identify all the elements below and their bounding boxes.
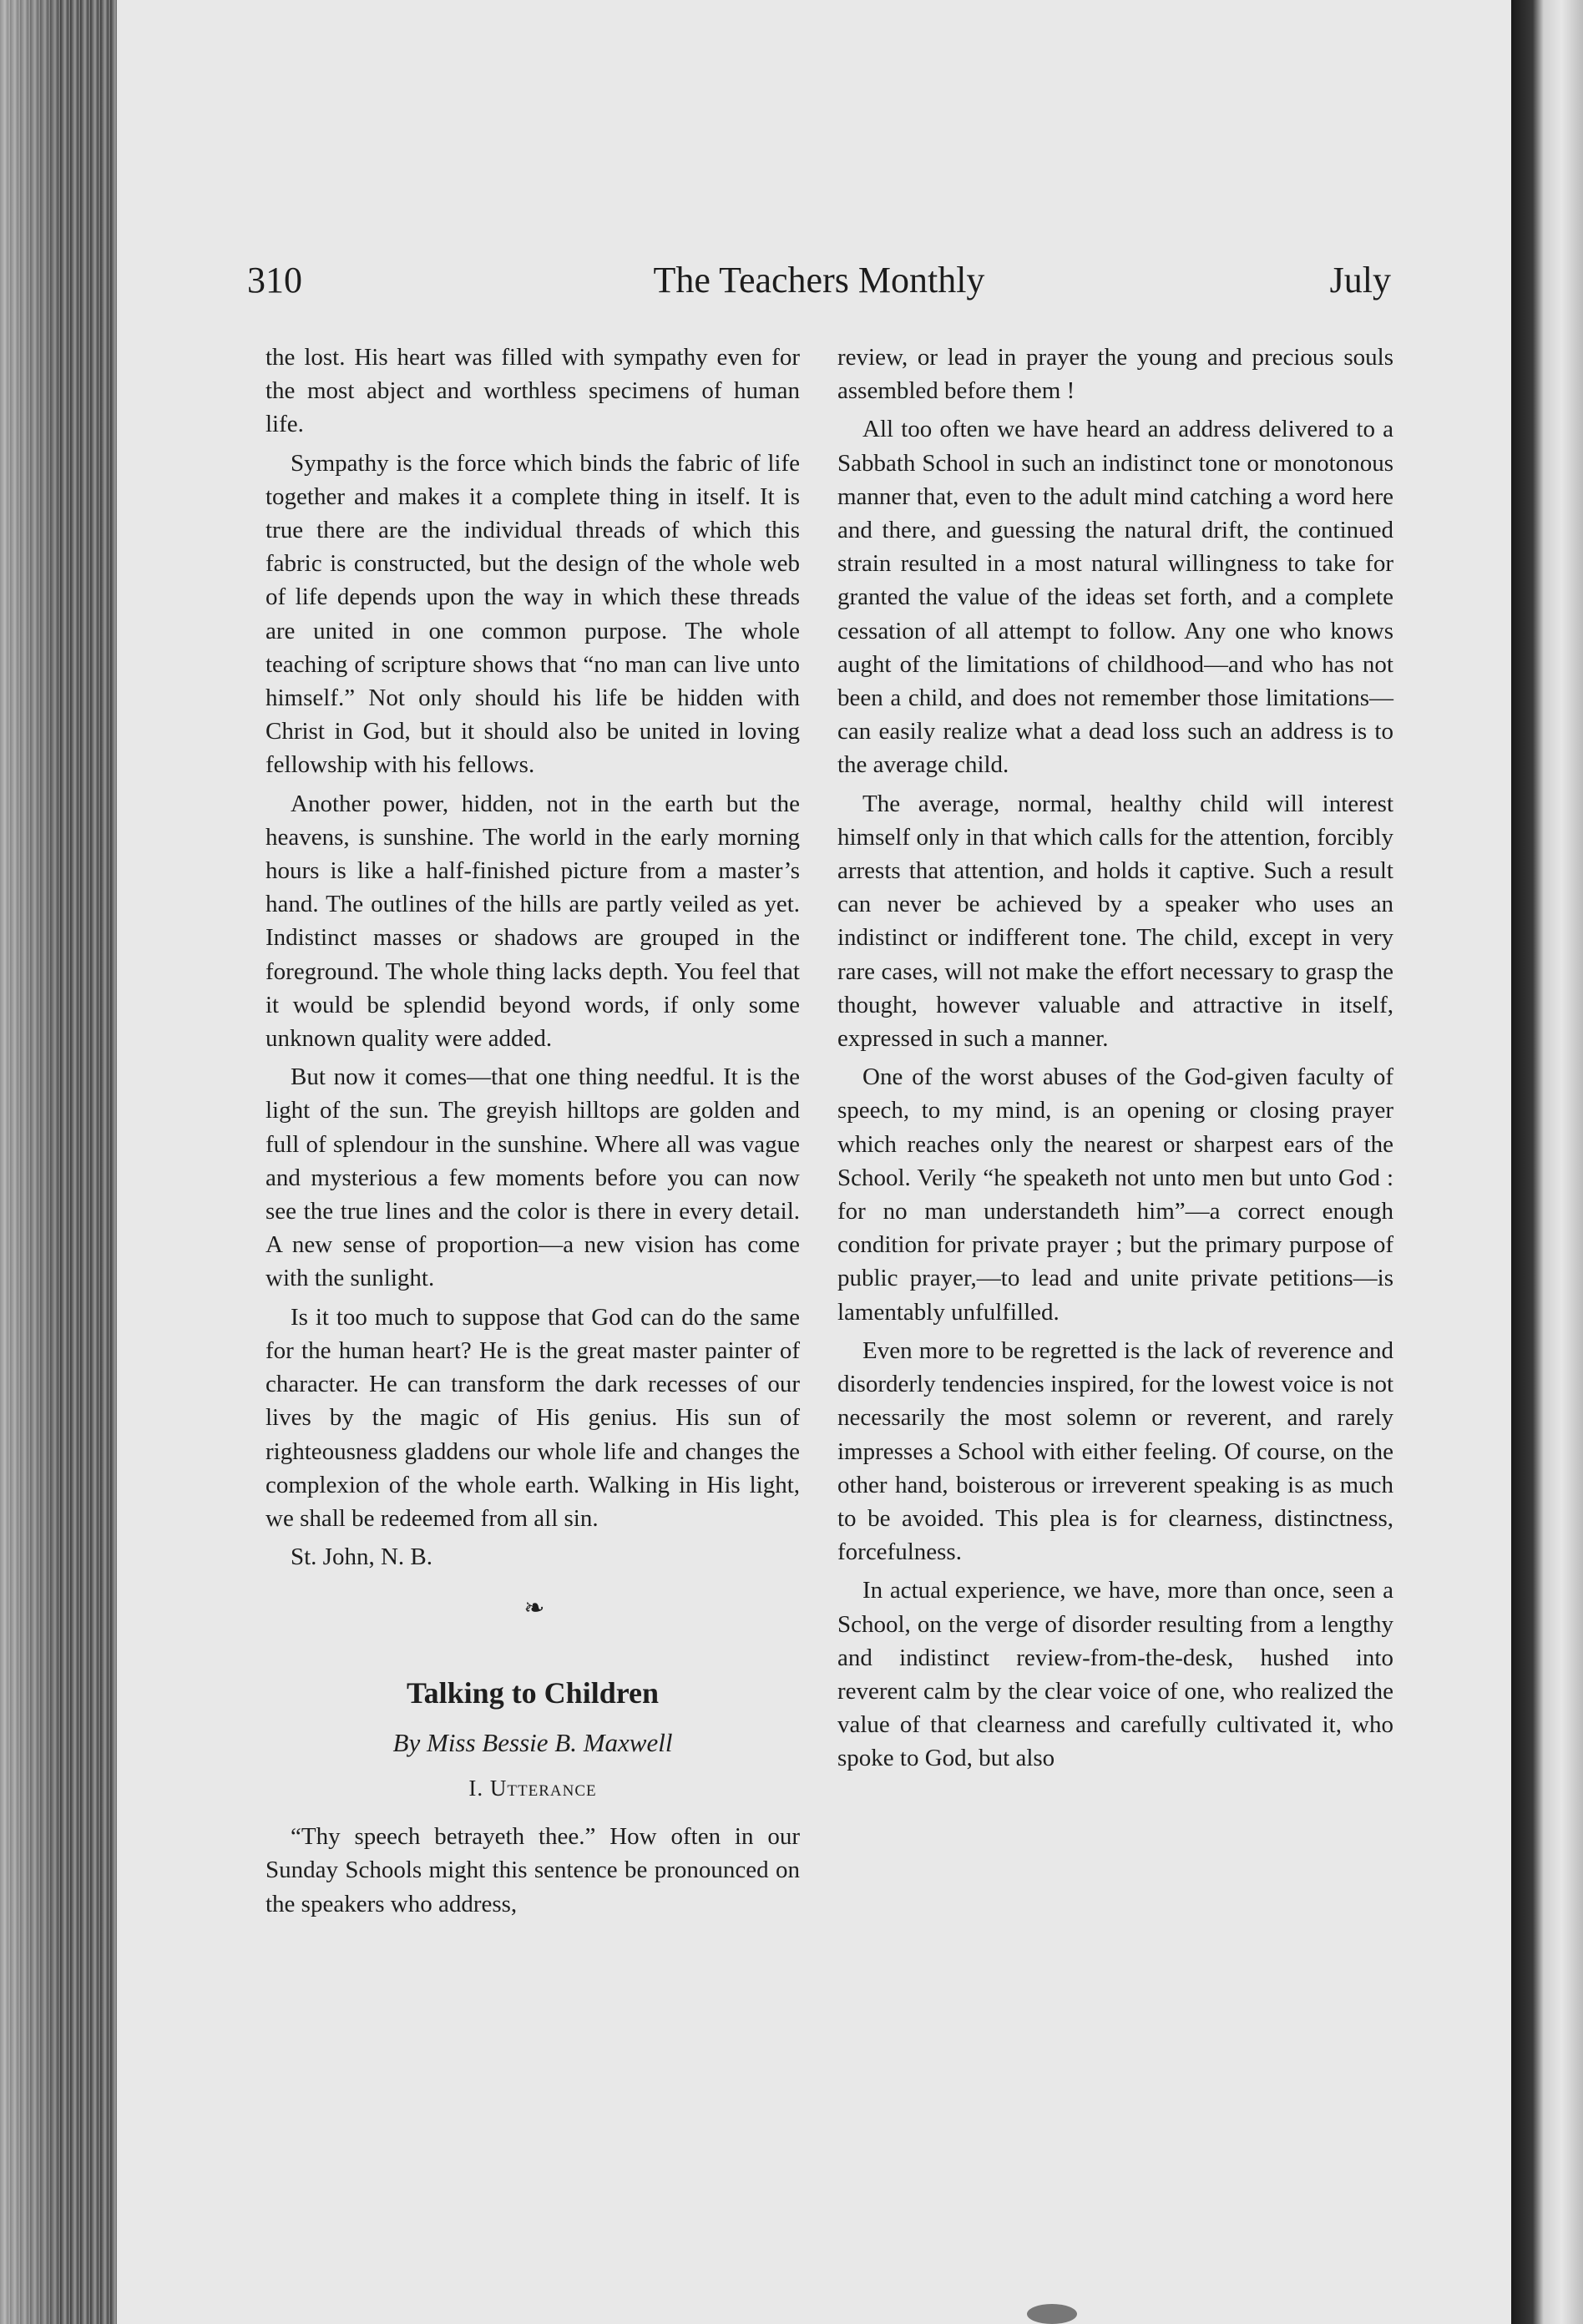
running-title: The Teachers Monthly: [653, 260, 985, 301]
paragraph: In actual experience, we have, more than once, seen a School, on the verge of disorder resulting from a lengthy and indistinct review-from-the-desk, hushed into reverent calm by the clear voice of one, who realized the value of that clearness and carefully cultivated it, who spoke to God, but also: [837, 1577, 1393, 1772]
left-column: [266, 341, 800, 1926]
issue-month: July: [1329, 260, 1391, 301]
paragraph: Another power, hidden, not in the earth but the heavens, is sunshine. The world in the early morning hours is like a half-finished picture from a master’s hand. The outlines of the hills are partly veiled as yet. Indistinct masses or shadows are grouped in the foreground. The whole thing lacks depth. You feel that it would be splendid beyond words, if only some unknown quality were added.: [266, 790, 800, 1053]
facing-page-edge: [1511, 0, 1583, 2324]
article-title: Talking to Children: [406, 1675, 660, 1710]
paragraph: “Thy speech betrayeth thee.” How often in our Sunday Schools might this sentence be pronounced on the speakers who address,: [266, 1823, 800, 1917]
book-spine-highlight: [0, 0, 58, 2324]
paragraph: review, or lead in prayer the young and precious souls assembled before them !: [837, 344, 1393, 405]
paragraph: Is it too much to suppose that God can do the same for the human heart? He is the great master painter of character. He can transform the dark recesses of our lives by the magic of His genius. His sun of righteousness gladdens our whole life and changes the complexion of the whole earth. Walking in His light, we shall be redeemed from all sin.: [266, 1303, 800, 1532]
page-header: [247, 259, 1391, 317]
ornament-icon: ❧: [523, 1594, 542, 1623]
paragraph: Even more to be regretted is the lack of reverence and disorderly tendencies inspired, for the lowest voice is not necessarily the most solemn or reverent, and rarely impresses a School with either feeling. Of course, on the other hand, boisterous or irreverent speaking is as much to be avoided. This plea is for clearness, distinctness, forcefulness.: [837, 1336, 1393, 1566]
section-numeral: I.: [468, 1775, 484, 1801]
paragraph: One of the worst abuses of the God-given faculty of speech, to my mind, is an opening or closing prayer which reaches only the nearest or sharpest ears of the School. Verily “he speaketh not unto men but unto God : for no man understandeth him”—a correct enough condition for private prayer ; but the primary purpose of public prayer,—to lead and unite private petitions—is lamentably unfulfilled.: [837, 1063, 1393, 1326]
paragraph: The average, normal, healthy child will interest himself only in that which calls for the attention, forcibly arrests that attention, and holds it captive. Such a result can never be achieved by a speaker who uses an indistinct or indifferent tone. The child, except in very rare cases, will not make the effort necessary to grasp the thought, however valuable and attractive in itself, expressed in such a manner.: [837, 790, 1393, 1053]
paragraph: All too often we have heard an address delivered to a Sabbath School in such an indistinct tone or monotonous manner that, even to the adult mind catching a word here and there, and guessing the natural drift, the continued strain resulted in a most natural willingness to take for granted the value of the ideas set forth, and a complete cessation of all attempt to follow. Any one who knows aught of the limitations of childhood—and who has not been a child, and does not remember those limitations—can easily realize what a dead loss such an address is to the average child.: [837, 416, 1393, 779]
paragraph: Sympathy is the force which binds the fabric of life together and makes it a complete thing in itself. It is true there are the individual threads of which this fabric is constructed, but the design of the whole web of life depends upon the way in which these threads are united in one common purpose. The whole teaching of scripture shows that “no man can live unto himself.” Not only should his life be hidden with Christ in God, but it should also be united in loving fellowship with his fellows.: [266, 449, 800, 779]
scan-smudge: [1027, 2304, 1077, 2324]
section-word: Utterance: [489, 1775, 597, 1801]
section-heading: [266, 1771, 800, 1805]
article-byline: By Miss Bessie B. Maxwell: [392, 1727, 673, 1757]
paragraph: But now it comes—that one thing needful. It is the light of the sun. The greyish hilltops are golden and full of splendour in the sunshine. Where all was vague and mysterious a few moments before you can now see the true lines and the color is there in every detail. A new sense of proportion—a new vision has come with the sunlight.: [266, 1063, 800, 1292]
right-column: [837, 341, 1393, 1781]
page-number: 310: [247, 260, 302, 301]
place-signature: St. John, N. B.: [291, 1543, 433, 1571]
paragraph: the lost. His heart was filled with sympathy even for the most abject and worthless specimens of human life.: [266, 344, 800, 438]
